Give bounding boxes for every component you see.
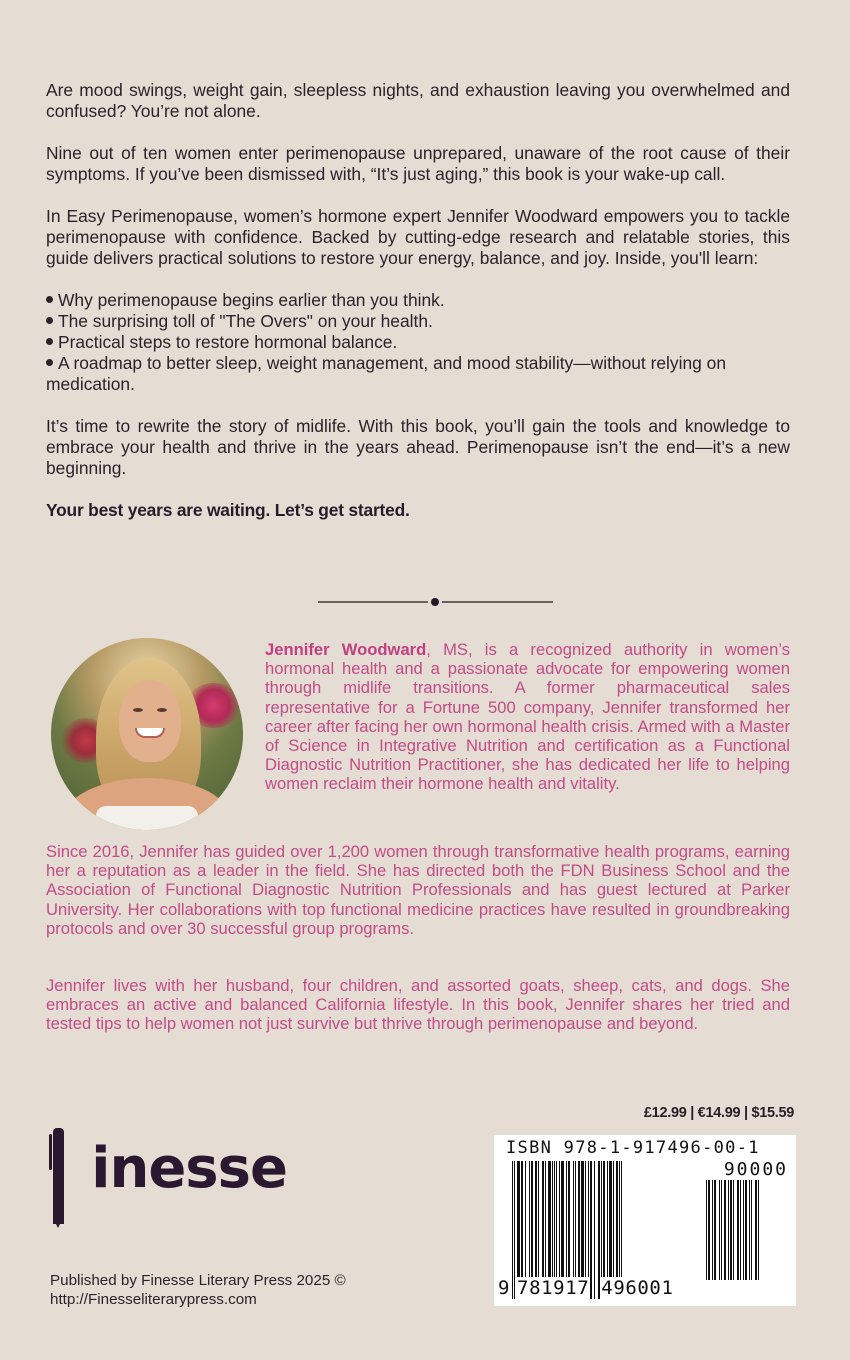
back-cover-blurb — [46, 80, 790, 521]
learning-point: A roadmap to better sleep, weight management, and mood stability—without relying on medication. — [46, 353, 726, 394]
author-photo — [51, 638, 243, 830]
bullet-icon — [46, 296, 53, 303]
bullet-icon — [46, 317, 53, 324]
intro-paragraph-3: In Easy Perimenopause, women’s hormone expert Jennifer Woodward empowers you to tackle perimenopause with confidence. Backed by cutting-edge research and relatable stories, this guide delivers practical solutions to restore your energy, balance, and joy. Inside, you'll learn: — [46, 206, 790, 268]
bullet-icon — [46, 338, 53, 345]
learning-point: The surprising toll of "The Overs" on your health. — [46, 311, 790, 332]
logo-wordmark: inesse — [91, 1136, 287, 1201]
addon-code: 90000 — [723, 1159, 788, 1180]
author-bio-paragraph-3: Jennifer lives with her husband, four children, and assorted goats, sheep, cats, and dogs. She embraces an active and balanced California lifestyle. In this book, Jennifer shares her tried and tested tips to help women not just survive but thrive through perimenopause and beyond. — [46, 976, 790, 1034]
intro-paragraph-1: Are mood swings, weight gain, sleepless nights, and exhaustion leaving you overwhelmed and confused? You’re not alone. — [46, 80, 790, 121]
learning-point: Why perimenopause begins earlier than you think. — [46, 290, 790, 311]
author-name: Jennifer Woodward — [265, 640, 427, 659]
pen-clip-icon — [49, 1134, 52, 1170]
addon-bars — [706, 1180, 759, 1280]
tagline: Your best years are waiting. Let’s get started. — [46, 500, 410, 520]
publisher-credit: Published by Finesse Literary Press 2025 © — [50, 1272, 346, 1289]
intro-paragraph-2: Nine out of ten women enter perimenopause unprepared, unaware of the root cause of their symptoms. If you’ve been dismissed with, “It’s just aging,” this book is your wake-up call. — [46, 143, 790, 184]
pen-nib-icon — [53, 1218, 63, 1228]
publisher-url[interactable]: http://Finesseliterarypress.com — [50, 1291, 257, 1308]
author-bio-paragraph-2: Since 2016, Jennifer has guided over 1,200 women through transformative health programs, earning her a reputation as a leader in the field. She has directed both the FDN Business School and the Association of Functional Diagnostic Nutrition Professionals and has guest lectured at Parker University. Her collaborations with top functional medicine practices have resulted in groundbreaking protocols and over 30 successful group programs. — [46, 842, 790, 938]
section-divider — [318, 600, 553, 604]
divider-dot-icon — [431, 598, 439, 606]
closing-paragraph: It’s time to rewrite the story of midlife. With this book, you’ll gain the tools and knowledge to embrace your health and thrive in the years ahead. Perimenopause isn’t the end—it’s a new beginning. — [46, 416, 790, 478]
isbn-label: ISBN 978-1-917496-00-1 — [506, 1138, 760, 1158]
publisher-info — [50, 1271, 346, 1309]
isbn-barcode — [494, 1135, 796, 1306]
ean13-digits: 9 781917 496001 — [498, 1277, 674, 1299]
learning-point: Practical steps to restore hormonal balance. — [46, 332, 790, 353]
price-list: £12.99 | €14.99 | $15.59 — [643, 1105, 794, 1121]
bullet-icon — [46, 359, 53, 366]
publisher-logo — [48, 1128, 287, 1228]
learning-points-list — [46, 290, 790, 395]
author-bio-paragraph-1: Jennifer Woodward, MS, is a recognized authority in women’s hormonal health and a passionate advocate for empowering women through midlife transitions. A former pharmaceutical sales representative for a Fortune 500 company, Jennifer transformed her career after facing her own hormonal health crisis. Armed with a Master of Science in Integrative Nutrition and certification as a Functional Diagnostic Nutrition Practitioner, she has dedicated her life to helping women reclaim their hormone health and vitality. — [265, 640, 790, 794]
